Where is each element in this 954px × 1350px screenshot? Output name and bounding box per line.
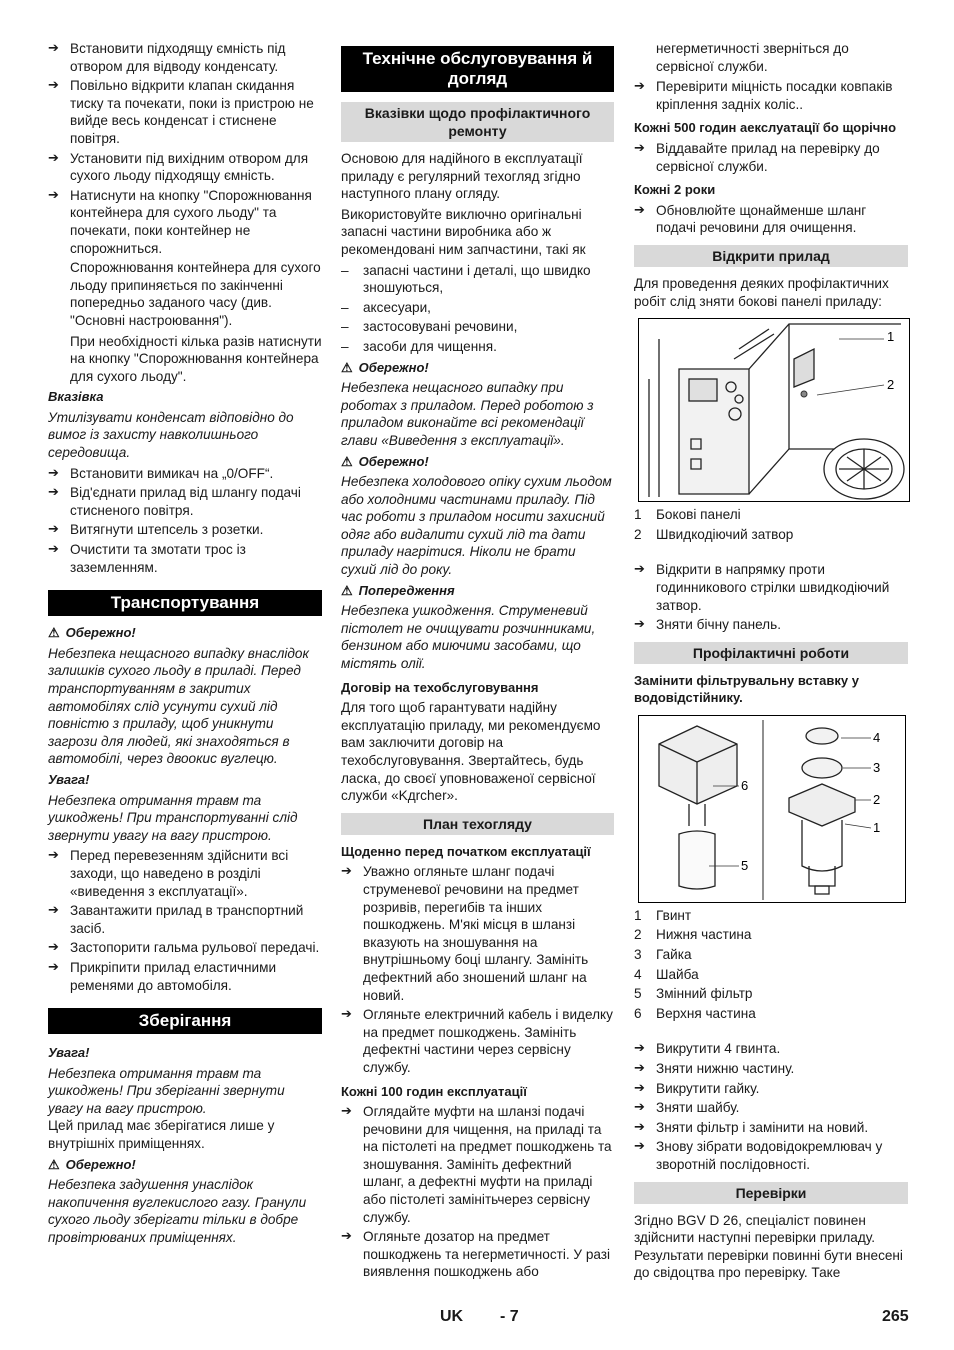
footer-language: UK: [440, 1308, 464, 1325]
paragraph: негерметичності зверніться до сервісної служби.: [656, 41, 849, 74]
callout-1: 1: [873, 819, 881, 835]
attention-label: Увага!: [48, 771, 90, 787]
warning-label: Попередження: [358, 582, 455, 598]
section-title-storage: Зберігання: [48, 1008, 322, 1034]
contract-label: Договір на техобслуговування: [341, 679, 539, 695]
paragraph: Для того щоб гарантувати надійну експлуатацію приладу, ми рекомендуємо вам заключити договір на техобслуговування. Звертайтесь, будь ласка, до своєї уповноваженої сервісної служби «Kдrcher».: [341, 700, 601, 804]
column-3: [634, 40, 908, 1285]
paragraph: Згідно BGV D 26, спеціаліст повинен здійснити наступні перевірки приладу. Результати перевірки повинні бути внесені до свідоцтва про перевірку. Таке: [634, 1212, 903, 1281]
interval-label: Кожні 100 годин експлуатації: [341, 1083, 527, 1099]
list-item: ➔ Від'єднати прилад від шлангу подачі стисненого повітря.: [48, 484, 322, 519]
footer-local-page: - 7: [500, 1308, 519, 1325]
warning-triangle-icon: ⚠: [341, 582, 353, 598]
paragraph: При необхідності кілька разів натиснути на кнопку "Спорожнювання контейнера для сухого льоду".: [70, 333, 322, 384]
subsection-title: План техогляду: [341, 813, 614, 835]
column-2: [341, 46, 614, 1283]
subsection-title: Перевірки: [634, 1182, 908, 1204]
list-item: ➔ Встановити вимикач на „0/OFF“.: [48, 465, 322, 483]
list-item: – аксесуари,: [341, 299, 614, 317]
legend-item: 1 Гвинт: [634, 907, 692, 923]
legend-item: 2 Нижня частина: [634, 927, 752, 943]
dash-list: [341, 262, 614, 356]
list-item: ➔ Зняти шайбу.: [634, 1099, 908, 1117]
list-item: ➔ Віддавайте прилад на перевірку до сервісної служби.: [634, 140, 908, 175]
subsection-title: Відкрити прилад: [634, 245, 908, 267]
warning-text: Небезпека ушкодження. Струменевий пістолет не очищувати розчинниками, бензином або миючими засобами, що містять олії.: [341, 603, 596, 672]
list-item: ➔ Уважно огляньте шланг подачі струменевої речовини на предмет розривів, перегибів та інших пошкоджень. М'які місця в шланзі вказують на зношування на внутрішньому боці шлангу. Замініть дефектний або зношений шланг на новий.: [341, 863, 614, 1004]
caution-label: Обережно!: [358, 453, 429, 469]
interval-label: Кожні 500 годин аекслуатації бо щорічно: [634, 120, 897, 136]
note-label: Вказівка: [48, 389, 104, 405]
caution-text: Небезпека холодового опіку сухим льодом або холодними частинами приладу. Під час роботи з приладом носити захисний одяг або видалити сухий лід та дати приладу нагрітися. Ніколи не брати сухий лід до року.: [341, 474, 612, 578]
caution-label: Обережно!: [358, 359, 429, 375]
step-list: [634, 1040, 908, 1173]
warning-triangle-icon: ⚠: [48, 625, 60, 641]
list-item: ➔ Зняти фільтр і замінити на новий.: [634, 1119, 908, 1137]
subsection-title: Профілактичні роботи: [634, 642, 908, 664]
callout-3: 3: [873, 759, 881, 775]
caution-text: Небезпека задушення унаслідок накопичення вуглекислого газу. Гранули сухого льоду зберігати тільки в добре провітрюваних приміщеннях.: [48, 1177, 307, 1246]
paragraph: Основою для надійного в експлуатації приладу є регулярний техогляд згідно наступного плану огляду.: [341, 151, 583, 202]
step-list: [48, 465, 322, 577]
step-list: [48, 847, 322, 994]
list-item: ➔ Зняти нижню частину.: [634, 1060, 908, 1078]
paragraph: Використовуйте виключно оригінальні запасні частини виробника або ж рекомендовані ним запчастини, такі як: [341, 206, 586, 257]
list-item: – запасні частини і деталі, що швидко зношуються,: [341, 262, 614, 297]
list-item: ➔ Викрутити 4 гвинта.: [634, 1040, 908, 1058]
list-item: ➔ Витягнути штепсель з розетки.: [48, 521, 322, 539]
filter-illustration: [639, 716, 905, 902]
list-item: ➔ Знову зібрати водовідокремлювач у зворотній послідовності.: [634, 1138, 908, 1173]
list-item: – застосовувані речовини,: [341, 318, 614, 336]
task-label: Замінити фільтрувальну вставку у водовідстійнику.: [634, 672, 859, 706]
step-list: [341, 863, 614, 1076]
list-item: ➔ Зняти бічну панель.: [634, 616, 908, 634]
caution-label: Обережно!: [65, 625, 136, 641]
section-title-transport: Транспортування: [48, 590, 322, 616]
paragraph: Для проведення деяких профілактичних робіт слід зняти бокові панелі приладу:: [634, 275, 889, 309]
list-item: ➔ Огляньте електричний кабель і виделку на предмет пошкоджень. Замініть дефектні частини через сервісну службу.: [341, 1006, 614, 1076]
subsection-title: Вказівки щодо профілактичного ремонту: [341, 102, 614, 142]
filter-figure: [638, 715, 906, 903]
attention-text: Небезпека отримання травм та ушкоджень! При зберіганні звернути увагу на вагу пристрою.: [48, 1065, 285, 1116]
list-item: ➔ Відкрити в напрямку проти годинникового стрілки швидкодіючий затвор.: [634, 561, 908, 614]
column-1: [48, 40, 322, 1250]
callout-6: 6: [741, 777, 749, 793]
legend-item: 5 Змінний фільтр: [634, 986, 753, 1002]
legend-item: 3 Гайка: [634, 947, 692, 963]
list-item: ➔ Завантажити прилад в транспортний засіб.: [48, 902, 322, 937]
list-item: ➔ Викрутити гайку.: [634, 1080, 908, 1098]
list-item: ➔ Очистити та змотати трос із заземленням.: [48, 541, 322, 576]
caution-text: Небезпека нещасного випадку при роботах з приладом. Перед роботою з приладом виконайте всі рекомендації глави «Виведення з експлуатації».: [341, 380, 594, 448]
interval-label: Кожні 2 роки: [634, 182, 716, 198]
list-item: ➔ Перед перевезенням здійснити всі заходи, що наведено в розділі «виведення з експлуатації».: [48, 847, 322, 900]
callout-4: 4: [873, 729, 881, 745]
legend-item: 4 Шайба: [634, 966, 699, 982]
warning-triangle-icon: ⚠: [341, 453, 353, 469]
device-figure: [638, 318, 910, 502]
list-item: – засоби для чищення.: [341, 338, 614, 356]
warning-triangle-icon: ⚠: [341, 359, 353, 375]
list-item: ➔ Перевірити міцність посадки ковпаків кріплення задніх коліс..: [634, 78, 908, 113]
interval-label: Щоденно перед початком експлуатації: [341, 843, 591, 859]
caution-label: Обережно!: [65, 1156, 136, 1172]
list-item: ➔ Повільно відкрити клапан скидання тиску та почекати, поки із пристрою не вийде весь конденсат і стиснене повітря.: [48, 77, 322, 147]
figure-legend: [634, 907, 908, 1023]
list-item: ➔ Прикріпити прилад еластичними ременями до автомобіля.: [48, 959, 322, 994]
callout-2: 2: [887, 377, 895, 393]
section-title-maintenance: Технічне обслуговування й догляд: [341, 46, 614, 92]
callout-1: 1: [887, 329, 895, 345]
legend-item: 2 Швидкодіючий затвор: [634, 526, 794, 542]
step-list: [48, 40, 322, 257]
paragraph: Цей прилад має зберігатися лише у внутрішніх приміщеннях.: [48, 1118, 275, 1152]
footer-page-number: 265: [882, 1308, 909, 1325]
caution-text: Небезпека нещасного випадку внаслідок залишків сухого льоду в приладі. Перед транспортуванням в закритих автомобілях слід усунути сухий лід повністю з приладу, щоб уникнути загрози для людей, які знаходяться в автомобілі, через двоокис вуглецю.: [48, 645, 309, 767]
legend-item: 1 Бокові панелі: [634, 507, 741, 523]
list-item: ➔ Натиснути на кнопку "Спорожнювання контейнера для сухого льоду" та почекати, поки контейнер не спорожниться.: [48, 187, 322, 257]
device-illustration: [639, 319, 909, 501]
callout-5: 5: [741, 857, 749, 873]
paragraph: Спорожнювання контейнера для сухого льоду припиняється по закінченні попередньо заданого часу (див. "Основні настроювання").: [70, 260, 321, 328]
list-item: ➔ Оглядайте муфти на шланзі подачі речовини для чищення, на приладі та на пістолеті на предмет пошкоджень та зношування. Замініть дефектний шланг, а дефектні муфти на приладі або пістолеті замінітьчерез сервісну службу.: [341, 1103, 614, 1226]
step-list: [341, 1103, 614, 1281]
callout-2: 2: [873, 791, 881, 807]
attention-text: Небезпека отримання травм та ушкоджень! При транспортуванні слід звернути увагу на вагу пристрою.: [48, 792, 298, 843]
legend-item: 6 Верхня частина: [634, 1005, 756, 1021]
list-item: ➔ Встановити підходящу ємність під отвором для відводу конденсату.: [48, 40, 322, 75]
attention-label: Увага!: [48, 1045, 90, 1061]
list-item: ➔ Установити під вихідним отвором для сухого льоду підходящу ємність.: [48, 150, 322, 185]
figure-legend: [634, 506, 908, 543]
note-text: Утилізувати конденсат відповідно до вимог із захисту навколишнього середовища.: [48, 409, 294, 461]
list-item: ➔ Обновлюйте щонайменше шланг подачі речовини для очищення.: [634, 202, 908, 237]
list-item: ➔ Огляньте дозатор на предмет пошкоджень та негерметичності. У разі виявлення пошкоджень або: [341, 1228, 614, 1281]
step-list: [634, 561, 908, 633]
warning-triangle-icon: ⚠: [48, 1156, 60, 1172]
list-item: ➔ Застопорити гальма рульової передачі.: [48, 939, 322, 957]
